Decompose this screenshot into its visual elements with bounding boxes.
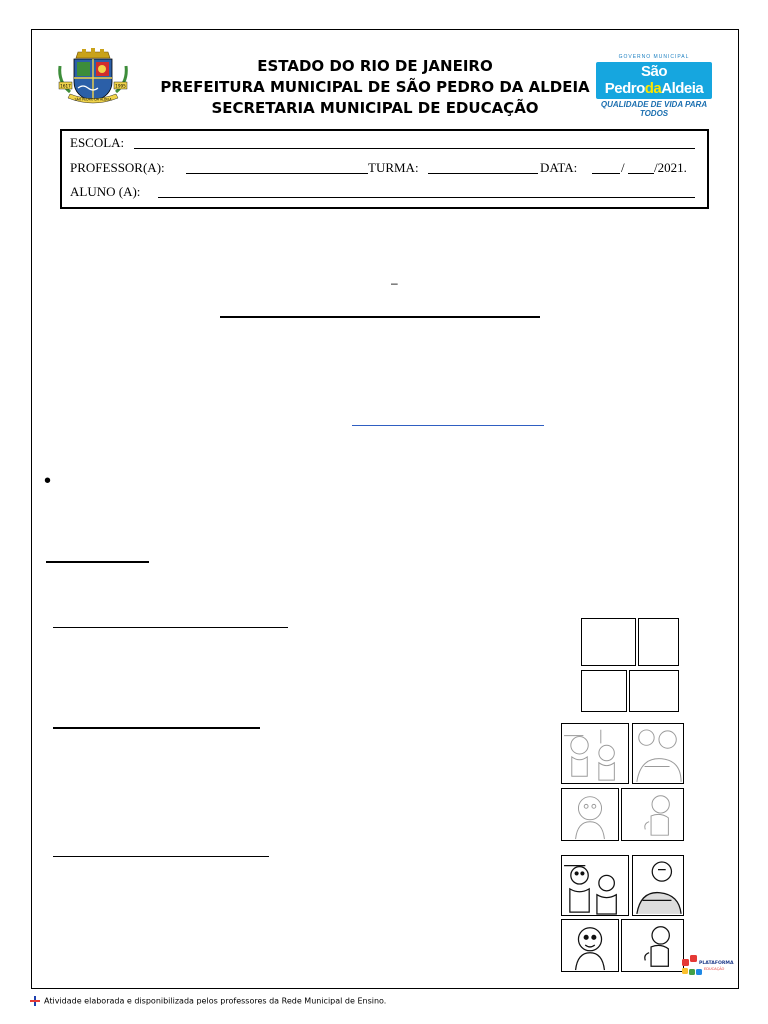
header-titles	[150, 56, 600, 119]
school-field[interactable]	[134, 135, 695, 149]
class-label: TURMA:	[368, 160, 419, 175]
subsection-2-underline	[53, 727, 260, 729]
school-row	[70, 135, 699, 153]
comic-panel-sketch-2	[632, 723, 684, 784]
brand-name-part1: São Pedro	[604, 63, 667, 97]
crest-banner-text: SÃO PEDRO DA ALDEIA	[74, 97, 112, 102]
footer	[30, 996, 386, 1006]
date-month-field[interactable]	[628, 160, 654, 174]
crest-year-left: 1617	[60, 83, 71, 89]
class-field[interactable]	[428, 160, 538, 174]
comic-panel-empty-4	[629, 670, 679, 712]
date-day-field[interactable]	[592, 160, 620, 174]
date-label: DATA:	[540, 160, 578, 175]
brand-tagline: QUALIDADE DE VIDA PARA TODOS	[600, 100, 708, 118]
comic-panel-empty-2	[638, 618, 679, 666]
comic-panel-sketch-3	[561, 788, 619, 841]
date-separator: /	[621, 160, 625, 175]
platform-logo-text2: EDUCAÇÃO	[704, 967, 725, 971]
student-info-box	[60, 129, 709, 209]
section-heading-underline	[46, 561, 149, 563]
brand-name-part2: da	[644, 80, 662, 97]
comic-panel-inked-4	[621, 919, 684, 972]
brand-logo	[596, 54, 712, 118]
subsection-3-underline	[53, 856, 269, 857]
date-year: /2021.	[654, 160, 687, 175]
brand-name	[596, 62, 712, 99]
platform-logo-text1: PLATAFORMA	[699, 961, 734, 966]
comic-panel-inked-3	[561, 919, 619, 972]
footer-text: Atividade elaborada e disponibilizada pelos professores da Rede Municipal de Ensino.	[44, 996, 387, 1006]
link-underline[interactable]	[352, 425, 544, 426]
comic-panel-inked-2	[632, 855, 684, 916]
crest-year-right: 1995	[115, 83, 126, 89]
student-field[interactable]	[158, 184, 695, 198]
teacher-field[interactable]	[186, 160, 368, 174]
title-dash: –	[391, 276, 398, 290]
footer-mark-icon	[30, 996, 40, 1006]
brand-top-text: GOVERNO MUNICIPAL	[618, 54, 690, 60]
header-state: ESTADO DO RIO DE JANEIRO	[257, 57, 493, 75]
comic-panel-empty-3	[581, 670, 627, 712]
bullet-point: •	[44, 470, 52, 492]
comic-panel-sketch-4	[621, 788, 684, 841]
header-secretariat: SECRETARIA MUNICIPAL DE EDUCAÇÃO	[211, 99, 539, 117]
student-label: ALUNO (A):	[70, 184, 141, 199]
student-row	[70, 184, 699, 202]
brand-name-part3: Aldeia	[661, 80, 704, 97]
header-prefecture: PREFEITURA MUNICIPAL DE SÃO PEDRO DA ALDEIA	[160, 78, 590, 96]
title-underline	[220, 316, 540, 318]
teacher-row	[70, 160, 699, 178]
school-label: ESCOLA:	[70, 135, 125, 150]
platform-logo	[682, 955, 734, 981]
comic-panel-inked-1	[561, 855, 629, 916]
subsection-1-underline	[53, 627, 288, 628]
comic-panel-empty-1	[581, 618, 636, 666]
comic-panel-sketch-1	[561, 723, 629, 784]
teacher-label: PROFESSOR(A):	[70, 160, 165, 175]
municipal-crest	[58, 48, 128, 106]
